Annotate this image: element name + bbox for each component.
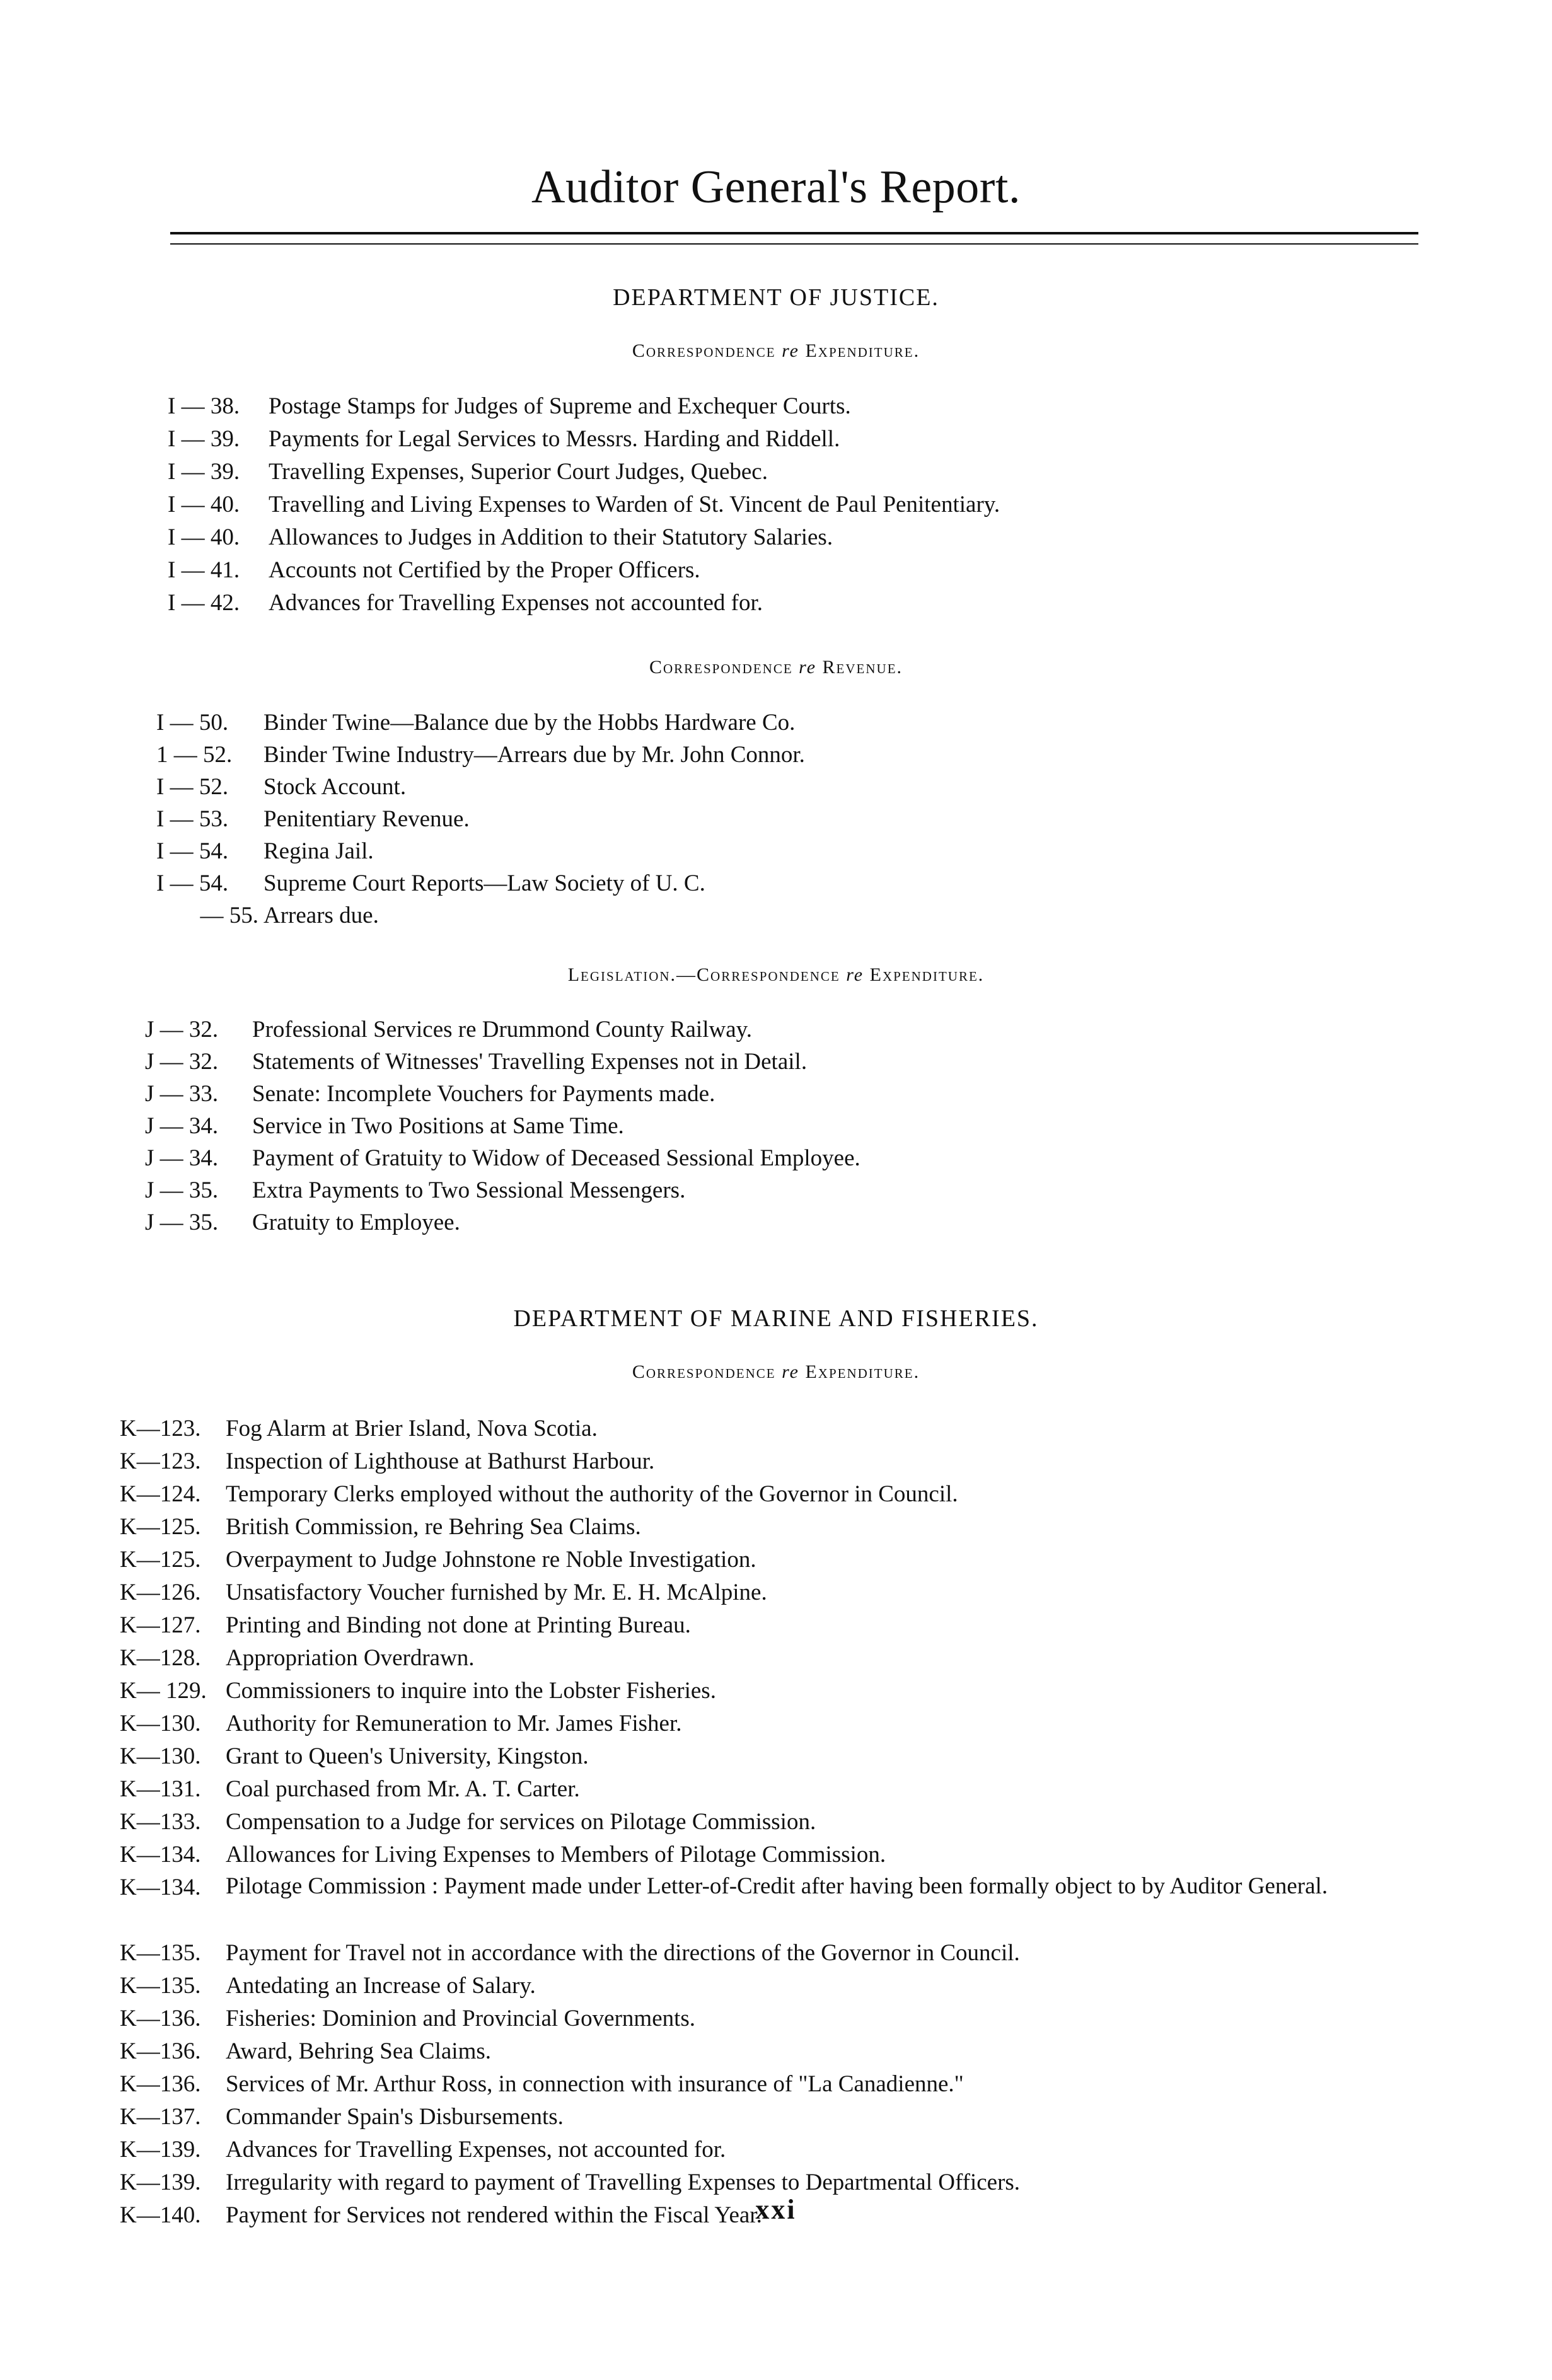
page-number: xxi [755,2194,797,2225]
item-code: K—130. [120,1711,201,1736]
list-item [120,1677,1355,1710]
item-text: Penitentiary Revenue. [263,806,470,832]
subheading-label: Legislation.—Correspondence [567,964,840,985]
list-item [120,1415,1355,1448]
item-code: K—123. [120,1448,201,1474]
item-code: J — 32. [145,1017,219,1043]
list-item [168,491,1000,524]
item-code: J — 35. [145,1177,219,1203]
item-text: Temporary Clerks employed without the authority of the Governor in Council. [226,1481,958,1507]
item-code: J — 32. [145,1049,219,1075]
subheading-marine-expenditure [0,1361,1552,1383]
list-item [120,2005,1355,2038]
subheading-justice-expenditure [0,340,1552,362]
list-item [120,1939,1355,1972]
item-code: I — 40. [168,524,240,550]
item-code: K—135. [120,1973,201,1999]
item-text: Irregularity with regard to payment of Travelling Expenses to Departmental Officers. [226,2169,1021,2195]
item-code: K—125. [120,1514,201,1540]
list-item [168,425,1000,458]
item-text: Antedating an Increase of Salary. [226,1973,536,1999]
item-text: Professional Services re Drummond County Railway. [252,1017,752,1043]
list-item [120,2136,1355,2169]
item-code: I — 42. [168,590,240,616]
item-code: K—140. [120,2202,201,2228]
item-text: Payments for Legal Services to Messrs. Harding and Riddell. [269,426,840,452]
subheading-subject: Revenue. [822,657,903,678]
item-text: Payment of Gratuity to Widow of Deceased Sessional Employee. [252,1145,860,1171]
item-code: I — 53. [156,806,229,832]
subheading-justice-revenue [0,657,1552,678]
item-code: K—127. [120,1612,201,1638]
item-code: I — 39. [168,459,240,485]
list-item [145,1048,860,1080]
item-code: K—131. [120,1776,201,1802]
item-text: Fog Alarm at Brier Island, Nova Scotia. [226,1416,598,1441]
list-item [120,1972,1355,2005]
item-text: Travelling and Living Expenses to Warden of St. Vincent de Paul Penitentiary. [269,492,1000,517]
subheading-re: re [782,340,799,361]
list-item [120,2103,1355,2136]
item-code: I — 40. [168,492,240,517]
list-item [156,709,805,741]
list-item [120,1743,1355,1776]
list-item [145,1112,860,1145]
item-text: Allowances to Judges in Addition to their Statutory Salaries. [269,524,833,550]
item-text: Supreme Court Reports—Law Society of U. C. [263,870,705,896]
section-heading-justice: DEPARTMENT OF JUSTICE. [613,284,939,311]
item-text: Appropriation Overdrawn. [226,1645,475,1671]
item-code: I — 38. [168,393,240,419]
item-code: K—134. [120,1875,201,1900]
item-code: K—125. [120,1547,201,1573]
item-code: 1 — 52. [156,742,233,768]
item-text: Printing and Binding not done at Printing Bureau. [226,1612,691,1638]
item-text: Payment for Travel not in accordance with the directions of the Governor in Council. [226,1940,1020,1966]
list-item [156,773,805,806]
item-text: British Commission, re Behring Sea Claims. [226,1514,641,1540]
list-item [120,1448,1355,1481]
list-item [156,870,805,902]
item-text: Allowances for Living Expenses to Members of Pilotage Commission. [226,1842,886,1868]
list-item [168,458,1000,491]
item-code: K—136. [120,2038,201,2064]
item-code: K—133. [120,1809,201,1835]
item-text: Award, Behring Sea Claims. [226,2038,492,2064]
item-code: I — 54. [156,870,229,896]
item-code: K— 129. [120,1678,207,1704]
list-item [156,838,805,870]
subheading-legislation-expenditure [0,964,1552,986]
list-item [120,1513,1355,1546]
item-text: Accounts not Certified by the Proper Officers. [269,557,700,583]
item-text: Services of Mr. Arthur Ross, in connection with insurance of "La Canadienne." [226,2071,964,2097]
list-item [168,589,1000,622]
item-text: Commissioners to inquire into the Lobster Fisheries. [226,1678,716,1704]
item-text: Payment for Services not rendered within the Fiscal Year. [226,2202,762,2228]
list-item [120,1776,1355,1808]
list-item [156,806,805,838]
list-marine-expenditure [120,1415,1355,2234]
item-text: Extra Payments to Two Sessional Messengers. [252,1177,686,1203]
list-item [145,1080,860,1112]
item-code: K—139. [120,2137,201,2163]
item-text: Overpayment to Judge Johnstone re Noble Investigation. [226,1547,756,1573]
list-item [168,393,1000,425]
item-code: K—126. [120,1580,201,1605]
item-code: I — 39. [168,426,240,452]
list-item [168,524,1000,557]
list-legislation [145,1016,860,1241]
list-item [120,2038,1355,2071]
list-item [145,1209,860,1241]
list-item [156,741,805,773]
subheading-re: re [782,1361,799,1382]
item-text: Advances for Travelling Expenses, not accounted for. [226,2137,726,2163]
subheading-label: Correspondence [632,1361,776,1382]
item-code: K—134. [120,1842,201,1868]
item-text: Statements of Witnesses' Travelling Expenses not in Detail. [252,1049,808,1075]
item-code: I — 41. [168,557,240,583]
item-text: Arrears due. [263,903,379,928]
subheading-re: re [799,657,817,678]
item-text: Authority for Remuneration to Mr. James Fisher. [226,1711,682,1736]
subheading-label: Correspondence [632,340,776,361]
item-text: Binder Twine—Balance due by the Hobbs Hardware Co. [263,710,796,736]
item-code: K—137. [120,2104,201,2130]
subheading-re: re [846,964,864,985]
item-text: Service in Two Positions at Same Time. [252,1113,624,1139]
list-item [120,1546,1355,1579]
list-item [120,2071,1355,2103]
item-code: K—123. [120,1416,201,1441]
page-title: Auditor General's Report. [531,161,1021,213]
item-text: Compensation to a Judge for services on Pilotage Commission. [226,1809,816,1835]
item-code: J — 34. [145,1113,219,1139]
list-justice-expenditure [168,393,1000,622]
item-text: Pilotage Commission : Payment made under Letter-of-Credit after having been formally object to by Auditor General. [226,1873,1328,1899]
item-code: J — 33. [145,1081,219,1107]
list-item [120,1710,1355,1743]
item-text: Inspection of Lighthouse at Bathurst Harbour. [226,1448,655,1474]
list-item [120,1481,1355,1513]
item-text: Coal purchased from Mr. A. T. Carter. [226,1776,580,1802]
item-code: K—139. [120,2169,201,2195]
item-code: K—128. [120,1645,201,1671]
subheading-subject: Expenditure. [805,1361,920,1382]
section-heading-marine: DEPARTMENT OF MARINE AND FISHERIES. [513,1305,1039,1332]
list-justice-revenue [156,709,805,934]
item-code: J — 34. [145,1145,219,1171]
subheading-label: Correspondence [649,657,793,678]
item-text: Commander Spain's Disbursements. [226,2104,564,2130]
item-text: Stock Account. [263,774,407,800]
item-text: Unsatisfactory Voucher furnished by Mr. E. H. McAlpine. [226,1580,767,1605]
list-item [120,1612,1355,1644]
item-text: Travelling Expenses, Superior Court Judges, Quebec. [269,459,768,485]
item-text: Binder Twine Industry—Arrears due by Mr. John Connor. [263,742,805,768]
item-code: I — 54. [156,838,229,864]
list-item [168,557,1000,589]
item-code: K—136. [120,2071,201,2097]
list-item [120,1841,1355,1874]
list-item [120,1644,1355,1677]
item-text: Regina Jail. [263,838,374,864]
subheading-subject: Expenditure. [869,964,985,985]
item-text: Advances for Travelling Expenses not accounted for. [269,590,763,616]
item-code: K—124. [120,1481,201,1507]
item-code: I — 50. [156,710,229,736]
list-item [120,1579,1355,1612]
item-text: Grant to Queen's University, Kingston. [226,1743,589,1769]
item-code: J — 35. [145,1210,219,1235]
list-item [145,1016,860,1048]
list-item [145,1177,860,1209]
list-item [120,1808,1355,1841]
list-item [145,1145,860,1177]
item-code: K—130. [120,1743,201,1769]
item-text: Fisheries: Dominion and Provincial Governments. [226,2006,696,2031]
item-code: — 55. [200,903,258,928]
item-text: Senate: Incomplete Vouchers for Payments made. [252,1081,715,1107]
subheading-subject: Expenditure. [805,340,920,361]
item-code: K—136. [120,2006,201,2031]
item-code: I — 52. [156,774,229,800]
list-item [120,1874,1355,1939]
item-code: K—135. [120,1940,201,1966]
item-text: Postage Stamps for Judges of Supreme and Exchequer Courts. [269,393,851,419]
list-item [156,902,805,934]
item-text: Gratuity to Employee. [252,1210,460,1235]
double-rule-divider [170,232,1418,245]
